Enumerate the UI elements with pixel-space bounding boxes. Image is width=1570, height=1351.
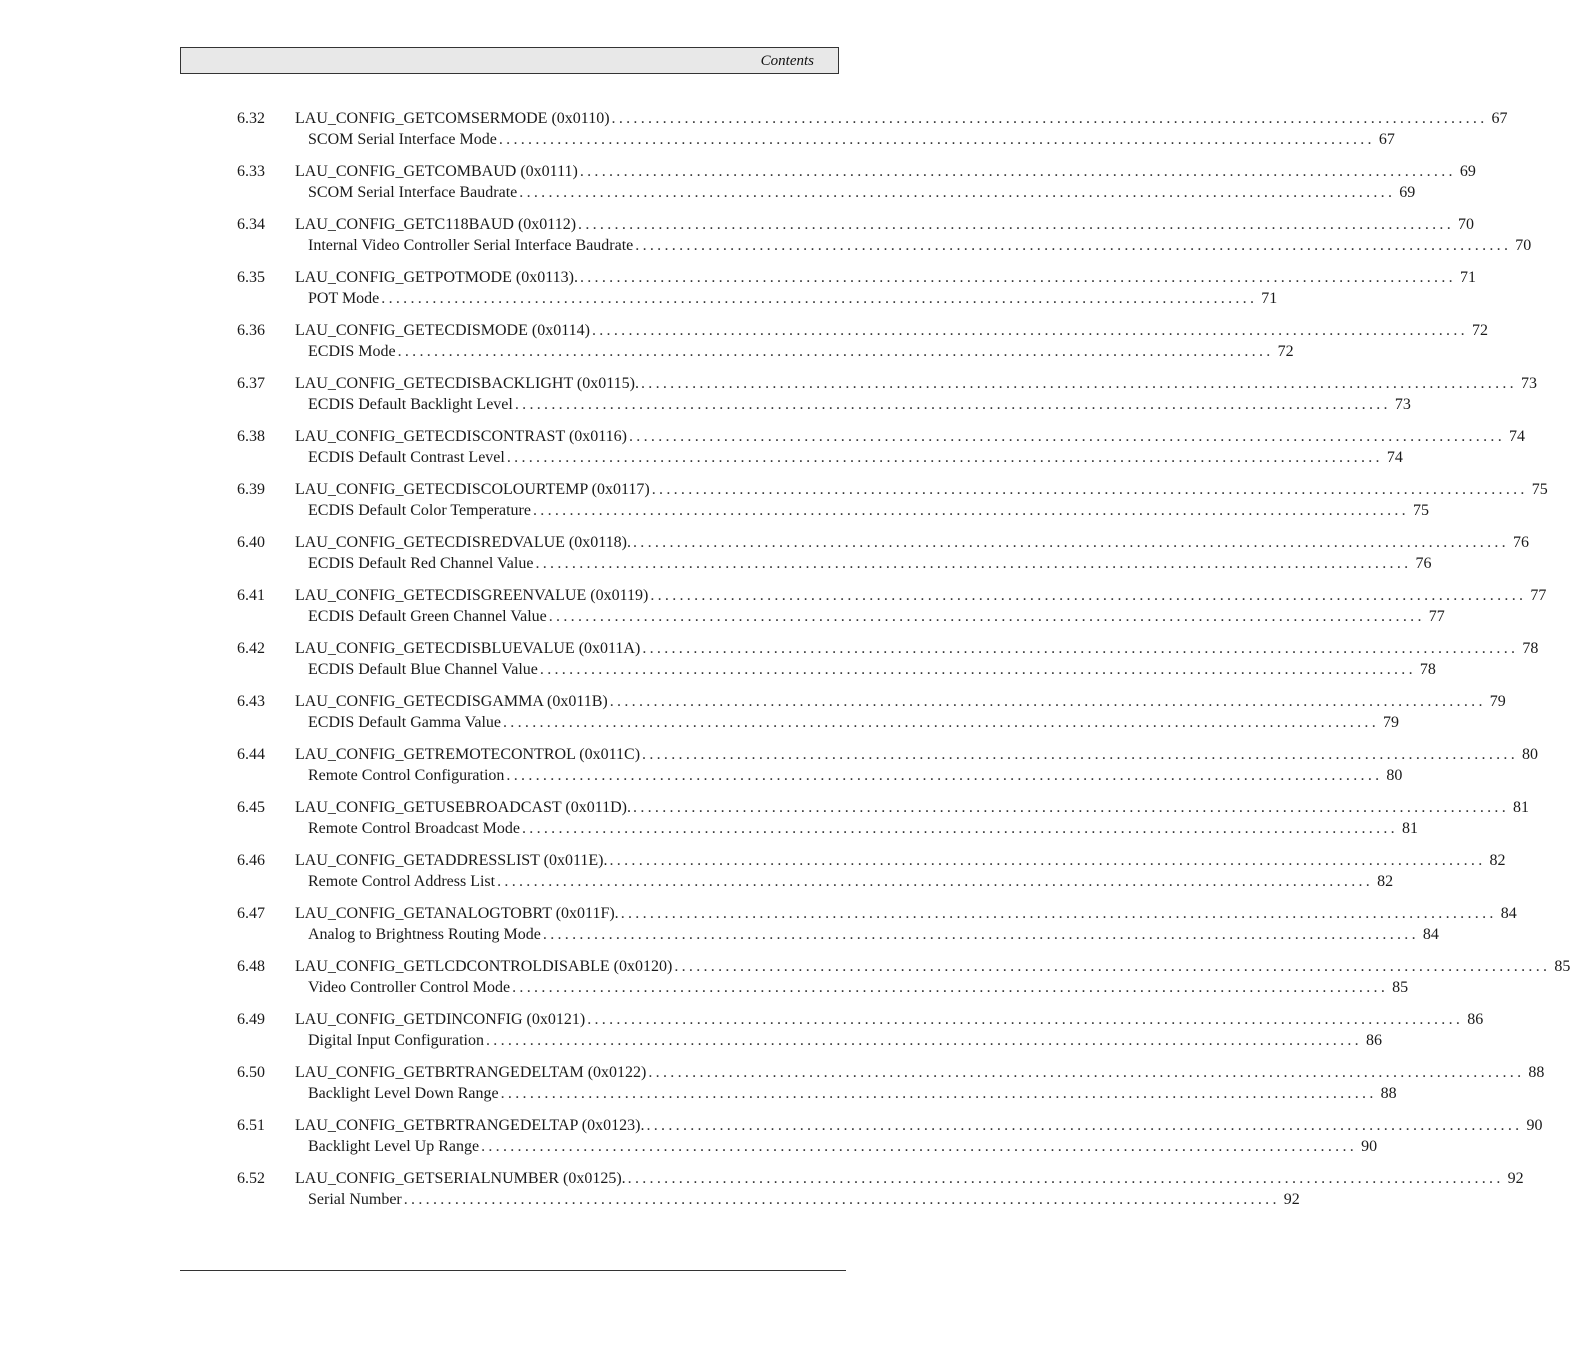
toc-main-line[interactable] bbox=[237, 320, 1488, 341]
page-number: 85 bbox=[1554, 958, 1570, 975]
toc-sub-line[interactable] bbox=[308, 606, 1445, 627]
toc-main-line[interactable] bbox=[237, 1168, 1524, 1189]
section-title: LAU_CONFIG_GETANALOGTOBRT (0x011F). bbox=[295, 905, 619, 922]
sub-page-number: 69 bbox=[1399, 184, 1416, 201]
subsection-title: SCOM Serial Interface Mode bbox=[308, 131, 497, 148]
page-number: 72 bbox=[1471, 322, 1488, 339]
dot-leader: ........................................................................................................................ bbox=[506, 449, 1383, 466]
toc-sub-line[interactable] bbox=[308, 341, 1294, 362]
dot-leader: ........................................................................................................................ bbox=[498, 131, 1375, 148]
section-title: LAU_CONFIG_GETECDISREDVALUE (0x0118). bbox=[295, 534, 631, 551]
toc-entry bbox=[0, 1062, 1545, 1115]
toc-entry bbox=[0, 214, 1532, 267]
dot-leader: ........................................................................................................................ bbox=[646, 1117, 1523, 1134]
toc-sub-line[interactable] bbox=[308, 235, 1532, 256]
toc-sub-line[interactable] bbox=[308, 924, 1439, 945]
subsection-title: SCOM Serial Interface Baudrate bbox=[308, 184, 518, 201]
section-number: 6.47 bbox=[237, 905, 265, 922]
subsection-title: ECDIS Default Gamma Value bbox=[308, 714, 501, 731]
dot-leader: ........................................................................................................................ bbox=[578, 216, 1455, 233]
running-header bbox=[180, 47, 839, 74]
page-number: 84 bbox=[1500, 905, 1517, 922]
section-title: LAU_CONFIG_GETECDISMODE (0x0114) bbox=[295, 322, 590, 339]
dot-leader: ........................................................................................................................ bbox=[506, 767, 1383, 784]
toc-entry bbox=[0, 744, 1539, 797]
section-number: 6.39 bbox=[237, 481, 265, 498]
sub-page-number: 76 bbox=[1415, 555, 1432, 572]
dot-leader: ........................................................................................................................ bbox=[542, 926, 1419, 943]
dot-leader: ........................................................................................................................ bbox=[609, 852, 1486, 869]
toc-entry bbox=[0, 691, 1506, 744]
page-number: 71 bbox=[1459, 269, 1476, 286]
section-title: LAU_CONFIG_GETBRTRANGEDELTAM (0x0122) bbox=[295, 1064, 647, 1081]
sub-page-number: 78 bbox=[1419, 661, 1436, 678]
toc-sub-line[interactable] bbox=[308, 1136, 1378, 1157]
page-number: 70 bbox=[1458, 216, 1475, 233]
dot-leader: ........................................................................................................................ bbox=[514, 396, 1391, 413]
toc-main-line[interactable] bbox=[237, 532, 1529, 553]
section-title: LAU_CONFIG_GETECDISGAMMA (0x011B) bbox=[295, 693, 608, 710]
section-title: LAU_CONFIG_GETADDRESSLIST (0x011E). bbox=[295, 852, 608, 869]
toc-main-line[interactable] bbox=[237, 267, 1476, 288]
sub-page-number: 90 bbox=[1361, 1138, 1378, 1155]
toc-sub-line[interactable] bbox=[308, 129, 1395, 150]
dot-leader: ........................................................................................................................ bbox=[485, 1032, 1362, 1049]
dot-leader: ........................................................................................................................ bbox=[497, 873, 1374, 890]
sub-page-number: 70 bbox=[1515, 237, 1532, 254]
toc-entry bbox=[0, 903, 1517, 956]
sub-page-number: 73 bbox=[1394, 396, 1411, 413]
toc-entry bbox=[0, 267, 1476, 320]
page-number: 90 bbox=[1526, 1117, 1543, 1134]
section-number: 6.44 bbox=[237, 746, 265, 763]
page-number: 69 bbox=[1459, 163, 1476, 180]
page-number: 88 bbox=[1528, 1064, 1545, 1081]
toc-main-line[interactable] bbox=[237, 797, 1530, 818]
dot-leader: ........................................................................................................................ bbox=[611, 110, 1488, 127]
subsection-title: Remote Control Address List bbox=[308, 873, 496, 890]
dot-leader: ........................................................................................................................ bbox=[535, 555, 1412, 572]
subsection-title: Analog to Brightness Routing Mode bbox=[308, 926, 541, 943]
sub-page-number: 82 bbox=[1377, 873, 1394, 890]
toc-sub-line[interactable] bbox=[308, 871, 1394, 892]
subsection-title: ECDIS Default Blue Channel Value bbox=[308, 661, 538, 678]
section-number: 6.42 bbox=[237, 640, 265, 657]
toc-main-line[interactable] bbox=[237, 373, 1537, 394]
dot-leader: ........................................................................................................................ bbox=[548, 608, 1425, 625]
subsection-title: Serial Number bbox=[308, 1191, 402, 1208]
toc-sub-line[interactable] bbox=[308, 977, 1409, 998]
toc-main-line[interactable] bbox=[237, 903, 1517, 924]
dot-leader: ........................................................................................................................ bbox=[609, 693, 1486, 710]
subsection-title: Internal Video Controller Serial Interface Baudrate bbox=[308, 237, 634, 254]
section-number: 6.43 bbox=[237, 693, 265, 710]
section-number: 6.33 bbox=[237, 163, 265, 180]
dot-leader: ........................................................................................................................ bbox=[532, 502, 1409, 519]
toc-sub-line[interactable] bbox=[308, 447, 1403, 468]
section-number: 6.51 bbox=[237, 1117, 265, 1134]
toc-entry bbox=[0, 850, 1506, 903]
sub-page-number: 67 bbox=[1378, 131, 1395, 148]
page-number: 81 bbox=[1513, 799, 1530, 816]
section-title: LAU_CONFIG_GETBRTRANGEDELTAP (0x0123). bbox=[295, 1117, 645, 1134]
page-number: 86 bbox=[1467, 1011, 1484, 1028]
footer-rule bbox=[180, 1270, 846, 1271]
section-number: 6.32 bbox=[237, 110, 265, 127]
toc-main-line[interactable] bbox=[237, 108, 1508, 129]
header-label: Contents bbox=[760, 53, 814, 69]
section-title: LAU_CONFIG_GETCOMBAUD (0x0111) bbox=[295, 163, 578, 180]
dot-leader: ........................................................................................................................ bbox=[381, 290, 1258, 307]
sub-page-number: 81 bbox=[1401, 820, 1418, 837]
toc-entry bbox=[0, 161, 1476, 214]
dot-leader: ........................................................................................................................ bbox=[632, 534, 1509, 551]
page-number: 73 bbox=[1520, 375, 1537, 392]
toc-sub-line[interactable] bbox=[308, 1030, 1382, 1051]
section-number: 6.40 bbox=[237, 534, 265, 551]
toc-sub-line[interactable] bbox=[308, 765, 1403, 786]
page-number: 67 bbox=[1491, 110, 1508, 127]
subsection-title: Backlight Level Down Range bbox=[308, 1085, 499, 1102]
sub-page-number: 77 bbox=[1428, 608, 1445, 625]
toc-entry bbox=[0, 585, 1547, 638]
toc-sub-line[interactable] bbox=[308, 818, 1418, 839]
section-number: 6.48 bbox=[237, 958, 265, 975]
dot-leader: ........................................................................................................................ bbox=[674, 958, 1551, 975]
sub-page-number: 84 bbox=[1422, 926, 1439, 943]
toc-sub-line[interactable] bbox=[308, 1189, 1300, 1210]
toc-entry bbox=[0, 1168, 1524, 1221]
toc-main-line[interactable] bbox=[237, 691, 1506, 712]
dot-leader: ........................................................................................................................ bbox=[591, 322, 1468, 339]
section-number: 6.49 bbox=[237, 1011, 265, 1028]
dot-leader: ........................................................................................................................ bbox=[629, 428, 1505, 445]
sub-page-number: 86 bbox=[1365, 1032, 1382, 1049]
toc-sub-line[interactable] bbox=[308, 1083, 1397, 1104]
toc-main-line[interactable] bbox=[237, 850, 1506, 871]
dot-leader: ........................................................................................................................ bbox=[651, 481, 1528, 498]
section-title: LAU_CONFIG_GETC118BAUD (0x0112) bbox=[295, 216, 577, 233]
toc-main-line[interactable] bbox=[237, 585, 1547, 606]
dot-leader: ........................................................................................................................ bbox=[481, 1138, 1358, 1155]
toc-entry bbox=[0, 797, 1530, 850]
dot-leader: ........................................................................................................................ bbox=[633, 799, 1510, 816]
toc-main-line[interactable] bbox=[237, 1115, 1543, 1136]
dot-leader: ........................................................................................................................ bbox=[403, 1191, 1280, 1208]
toc-sub-line[interactable] bbox=[308, 288, 1278, 309]
toc-sub-line[interactable] bbox=[308, 553, 1432, 574]
toc-entry bbox=[0, 1115, 1543, 1168]
toc-main-line[interactable] bbox=[237, 638, 1539, 659]
toc-sub-line[interactable] bbox=[308, 182, 1416, 203]
dot-leader: ........................................................................................................................ bbox=[579, 163, 1456, 180]
subsection-title: Backlight Level Up Range bbox=[308, 1138, 480, 1155]
sub-page-number: 80 bbox=[1386, 767, 1403, 784]
sub-page-number: 74 bbox=[1386, 449, 1403, 466]
section-number: 6.45 bbox=[237, 799, 265, 816]
toc-main-line[interactable] bbox=[237, 744, 1539, 765]
page-number: 77 bbox=[1530, 587, 1547, 604]
section-number: 6.52 bbox=[237, 1170, 265, 1187]
subsection-title: ECDIS Default Backlight Level bbox=[308, 396, 513, 413]
toc-main-line[interactable] bbox=[237, 1009, 1484, 1030]
toc-entry bbox=[0, 638, 1539, 691]
section-title: LAU_CONFIG_GETECDISGREENVALUE (0x0119) bbox=[295, 587, 649, 604]
section-number: 6.35 bbox=[237, 269, 265, 286]
subsection-title: Video Controller Control Mode bbox=[308, 979, 511, 996]
toc-main-line[interactable] bbox=[237, 426, 1525, 447]
sub-page-number: 72 bbox=[1277, 343, 1294, 360]
dot-leader: ........................................................................................................................ bbox=[620, 905, 1497, 922]
section-title: LAU_CONFIG_GETDINCONFIG (0x0121) bbox=[295, 1011, 586, 1028]
dot-leader: ........................................................................................................................ bbox=[648, 1064, 1525, 1081]
toc-entry bbox=[0, 1009, 1484, 1062]
dot-leader: ........................................................................................................................ bbox=[503, 714, 1379, 731]
dot-leader: ........................................................................................................................ bbox=[539, 661, 1416, 678]
subsection-title: Digital Input Configuration bbox=[308, 1032, 484, 1049]
section-title: LAU_CONFIG_GETECDISBACKLIGHT (0x0115). bbox=[295, 375, 639, 392]
subsection-title: ECDIS Default Green Channel Value bbox=[308, 608, 547, 625]
dot-leader: ........................................................................................................................ bbox=[635, 237, 1512, 254]
section-title: LAU_CONFIG_GETLCDCONTROLDISABLE (0x0120) bbox=[295, 958, 673, 975]
dot-leader: ........................................................................................................................ bbox=[587, 1011, 1464, 1028]
page-number: 76 bbox=[1512, 534, 1529, 551]
sub-page-number: 88 bbox=[1380, 1085, 1397, 1102]
section-title: LAU_CONFIG_GETSERIALNUMBER (0x0125). bbox=[295, 1170, 626, 1187]
toc-entry bbox=[0, 320, 1488, 373]
subsection-title: ECDIS Mode bbox=[308, 343, 396, 360]
sub-page-number: 71 bbox=[1261, 290, 1278, 307]
toc-main-line[interactable] bbox=[237, 956, 1570, 977]
toc-entry bbox=[0, 108, 1508, 161]
section-number: 6.37 bbox=[237, 375, 265, 392]
dot-leader: ........................................................................................................................ bbox=[642, 746, 1519, 763]
section-number: 6.38 bbox=[237, 428, 265, 445]
toc-sub-line[interactable] bbox=[308, 712, 1399, 733]
dot-leader: ........................................................................................................................ bbox=[579, 269, 1456, 286]
dot-leader: ........................................................................................................................ bbox=[627, 1170, 1504, 1187]
section-title: LAU_CONFIG_GETECDISCONTRAST (0x0116) bbox=[295, 428, 627, 445]
sub-page-number: 75 bbox=[1412, 502, 1429, 519]
page-number: 74 bbox=[1509, 428, 1525, 445]
page-number: 92 bbox=[1507, 1170, 1524, 1187]
page-number: 75 bbox=[1531, 481, 1548, 498]
toc-main-line[interactable] bbox=[237, 214, 1475, 235]
page-number: 78 bbox=[1522, 640, 1539, 657]
subsection-title: Remote Control Broadcast Mode bbox=[308, 820, 520, 837]
sub-page-number: 79 bbox=[1383, 714, 1399, 731]
toc-sub-line[interactable] bbox=[308, 659, 1436, 680]
section-number: 6.41 bbox=[237, 587, 265, 604]
section-title: LAU_CONFIG_GETUSEBROADCAST (0x011D). bbox=[295, 799, 632, 816]
dot-leader: ........................................................................................................................ bbox=[642, 640, 1519, 657]
dot-leader: ........................................................................................................................ bbox=[650, 587, 1527, 604]
table-of-contents bbox=[0, 108, 1570, 1221]
section-number: 6.36 bbox=[237, 322, 265, 339]
subsection-title: ECDIS Default Red Channel Value bbox=[308, 555, 534, 572]
dot-leader: ........................................................................................................................ bbox=[521, 820, 1398, 837]
section-number: 6.50 bbox=[237, 1064, 265, 1081]
toc-main-line[interactable] bbox=[237, 479, 1548, 500]
dot-leader: ........................................................................................................................ bbox=[519, 184, 1396, 201]
subsection-title: POT Mode bbox=[308, 290, 380, 307]
toc-sub-line[interactable] bbox=[308, 394, 1411, 415]
sub-page-number: 92 bbox=[1283, 1191, 1300, 1208]
dot-leader: ........................................................................................................................ bbox=[397, 343, 1274, 360]
toc-main-line[interactable] bbox=[237, 1062, 1545, 1083]
toc-entry bbox=[0, 479, 1548, 532]
section-number: 6.46 bbox=[237, 852, 265, 869]
toc-entry bbox=[0, 373, 1537, 426]
section-title: LAU_CONFIG_GETECDISCOLOURTEMP (0x0117) bbox=[295, 481, 650, 498]
page-number: 82 bbox=[1489, 852, 1506, 869]
dot-leader: ........................................................................................................................ bbox=[512, 979, 1389, 996]
page-number: 80 bbox=[1522, 746, 1539, 763]
subsection-title: Remote Control Configuration bbox=[308, 767, 505, 784]
section-title: LAU_CONFIG_GETREMOTECONTROL (0x011C) bbox=[295, 746, 641, 763]
section-title: LAU_CONFIG_GETECDISBLUEVALUE (0x011A) bbox=[295, 640, 641, 657]
toc-entry bbox=[0, 956, 1570, 1009]
section-title: LAU_CONFIG_GETCOMSERMODE (0x0110) bbox=[295, 110, 610, 127]
subsection-title: ECDIS Default Color Temperature bbox=[308, 502, 531, 519]
section-title: LAU_CONFIG_GETPOTMODE (0x0113). bbox=[295, 269, 578, 286]
dot-leader: ........................................................................................................................ bbox=[640, 375, 1517, 392]
sub-page-number: 85 bbox=[1392, 979, 1409, 996]
toc-entry bbox=[0, 532, 1529, 585]
section-number: 6.34 bbox=[237, 216, 265, 233]
toc-entry bbox=[0, 426, 1525, 479]
toc-main-line[interactable] bbox=[237, 161, 1476, 182]
toc-sub-line[interactable] bbox=[308, 500, 1429, 521]
dot-leader: ........................................................................................................................ bbox=[500, 1085, 1377, 1102]
subsection-title: ECDIS Default Contrast Level bbox=[308, 449, 505, 466]
page-number: 79 bbox=[1489, 693, 1506, 710]
